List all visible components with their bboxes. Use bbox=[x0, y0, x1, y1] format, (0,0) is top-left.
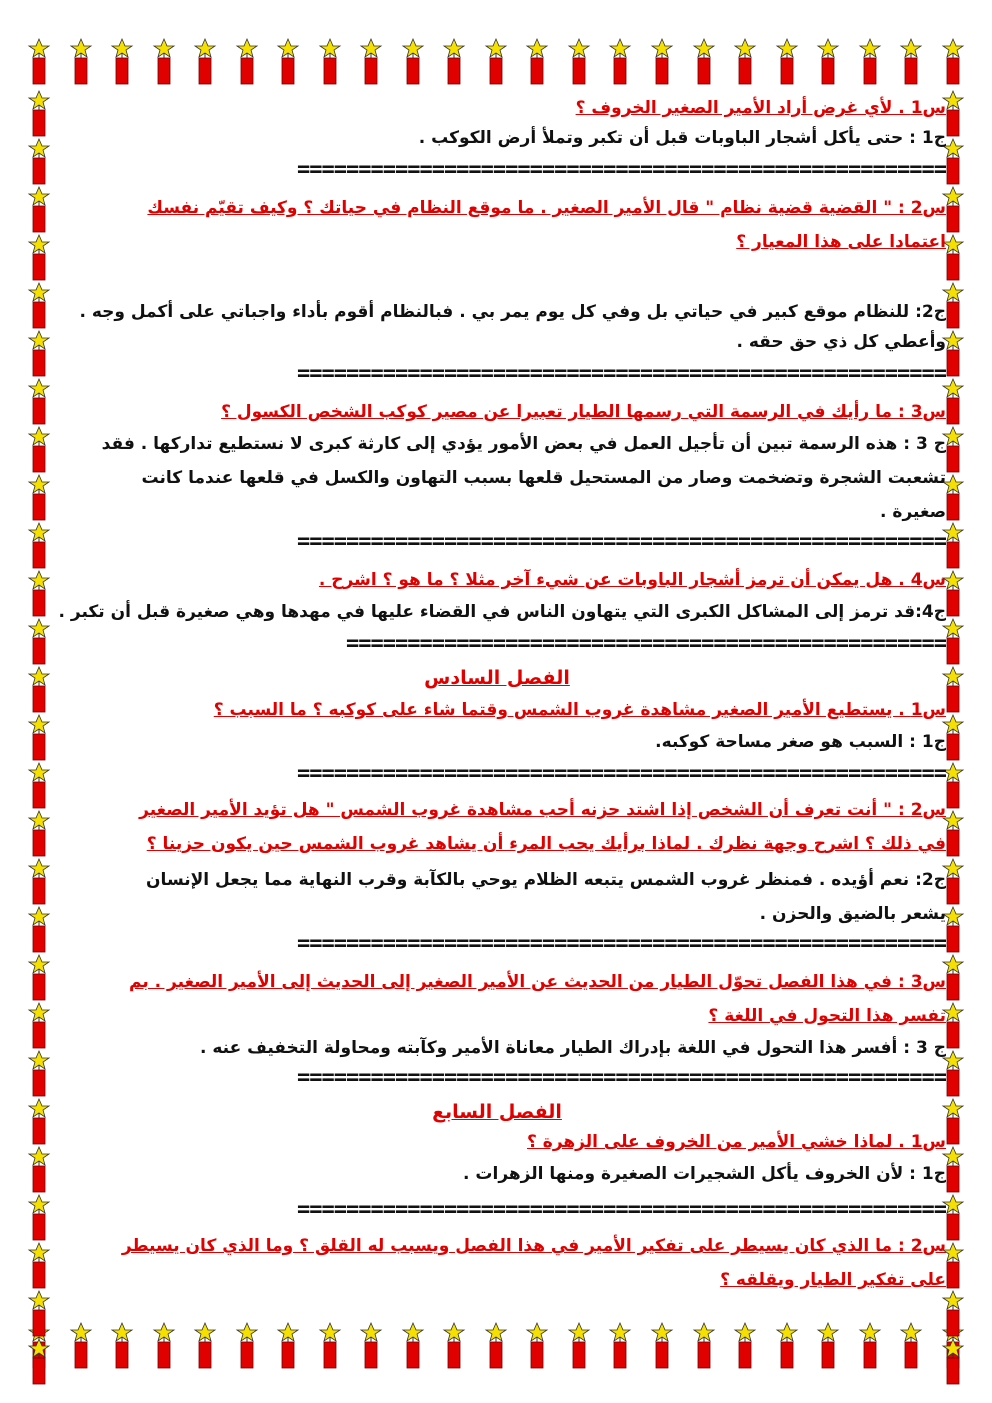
candle-star-icon bbox=[689, 38, 719, 86]
candle-star-icon bbox=[315, 38, 345, 86]
candle-star-icon bbox=[439, 38, 469, 86]
candle-star-icon bbox=[273, 38, 303, 86]
answer-line: ج1 : السبب هو صغر مساحة كوكبه. bbox=[655, 732, 946, 752]
candle-star-icon bbox=[813, 38, 843, 86]
candle-star-icon bbox=[938, 38, 968, 86]
candle-star-icon bbox=[730, 38, 760, 86]
candle-star-icon bbox=[24, 1338, 54, 1386]
answer-line: ج2: للنظام موقع كبير في حياتي بل وفي كل يوم يمر بي . فبالنظام أقوم بأداء واجباتي على أكمل وجه . bbox=[79, 302, 946, 322]
candle-star-icon bbox=[772, 1322, 802, 1370]
candle-star-icon bbox=[356, 1322, 386, 1370]
separator-line: ===================================================== bbox=[297, 1198, 946, 1222]
candle-star-icon bbox=[107, 38, 137, 86]
question-line: اعتمادا على هذا المعيار ؟ bbox=[736, 232, 946, 252]
border-top bbox=[24, 38, 968, 88]
answer-line: ج4:قد ترمز إلى المشاكل الكبرى التي يتهاون الناس في القضاء عليها في مهدها وهي صغيرة قبل أن تكبر . bbox=[58, 602, 946, 622]
candle-star-icon bbox=[730, 1322, 760, 1370]
candle-star-icon bbox=[66, 38, 96, 86]
separator-line: ===================================================== bbox=[297, 762, 946, 786]
candle-star-icon bbox=[938, 1338, 968, 1386]
candle-star-icon bbox=[481, 38, 511, 86]
answer-line: ج 3 : أفسر هذا التحول في اللغة بإدراك الطيار معاناة الأمير وكآبته ومحاولة التخفيف عنه . bbox=[199, 1038, 946, 1058]
candle-star-icon bbox=[24, 38, 54, 86]
candle-star-icon bbox=[107, 1322, 137, 1370]
candle-star-icon bbox=[855, 38, 885, 86]
candle-star-icon bbox=[772, 38, 802, 86]
candle-star-icon bbox=[232, 38, 262, 86]
candle-star-icon bbox=[813, 1322, 843, 1370]
section-heading: الفصل السادس bbox=[424, 667, 570, 689]
question-line: س1 . لماذا خشي الأمير من الخروف على الزهرة ؟ bbox=[527, 1132, 946, 1152]
candle-star-icon bbox=[356, 38, 386, 86]
answer-line: صغيرة . bbox=[880, 502, 946, 522]
candle-star-icon bbox=[689, 1322, 719, 1370]
separator-line: ===================================================== bbox=[297, 932, 946, 956]
candle-star-icon bbox=[398, 38, 428, 86]
answer-line: تشعبت الشجرة وتضخمت وصار من المستحيل قلعها بسبب التهاون والكسل في قلعها عندما كانت bbox=[141, 468, 946, 488]
candle-star-icon bbox=[190, 1322, 220, 1370]
candle-star-icon bbox=[149, 38, 179, 86]
question-line: س1 . لأي غرض أراد الأمير الصغير الخروف ؟ bbox=[575, 98, 946, 118]
candle-star-icon bbox=[896, 38, 926, 86]
candle-star-icon bbox=[273, 1322, 303, 1370]
candle-star-icon bbox=[232, 1322, 262, 1370]
candle-star-icon bbox=[855, 1322, 885, 1370]
candle-star-icon bbox=[647, 1322, 677, 1370]
candle-star-icon bbox=[896, 1322, 926, 1370]
question-line: س4 . هل يمكن أن ترمز أشجار الباوبات عن شيء آخر مثلا ؟ ما هو ؟ اشرح . bbox=[318, 570, 946, 590]
candle-star-icon bbox=[522, 1322, 552, 1370]
candle-star-icon bbox=[605, 38, 635, 86]
separator-line: ===================================================== bbox=[297, 158, 946, 182]
question-line: س2 : " القضية قضية نظام " قال الأمير الصغير . ما موقع النظام في حياتك ؟ وكيف تقيّم نفسك bbox=[147, 198, 946, 218]
question-line: س2 : ما الذي كان يسيطر على تفكير الأمير في هذا الفصل ويسبب له القلق ؟ وما الذي كان يسيطر bbox=[121, 1236, 946, 1256]
question-line: في ذلك ؟ اشرح وجهة نظرك . لماذا برأيك يحب المرء أن يشاهد غروب الشمس حين يكون حزينا ؟ bbox=[146, 834, 946, 854]
question-line: س2 : " أنت تعرف أن الشخص إذا اشتد حزنه أحب مشاهدة غروب الشمس " هل تؤيد الأمير الصغير bbox=[139, 800, 946, 820]
answer-line: ج1 : حتى يأكل أشجار الباوبات قبل أن تكبر وتملأ أرض الكوكب . bbox=[418, 128, 946, 148]
separator-line: ===================================================== bbox=[297, 530, 946, 554]
candle-star-icon bbox=[647, 38, 677, 86]
question-line: س3 : في هذا الفصل تحوّل الطيار من الحديث عن الأمير الصغير إلى الحديث إلى الأمير الصغير . بم bbox=[129, 972, 946, 992]
question-line: س1 . يستطيع الأمير الصغير مشاهدة غروب الشمس وقتما شاء على كوكبه ؟ ما السبب ؟ bbox=[213, 700, 946, 720]
candle-star-icon bbox=[564, 38, 594, 86]
candle-star-icon bbox=[938, 1290, 968, 1338]
answer-line: ج1 : لأن الخروف يأكل الشجيرات الصغيرة ومنها الزهرات . bbox=[463, 1164, 946, 1184]
candle-star-icon bbox=[564, 1322, 594, 1370]
question-line: س3 : ما رأيك في الرسمة التي رسمها الطيار تعبيرا عن مصير كوكب الشخص الكسول ؟ bbox=[221, 402, 946, 422]
answer-line: ج 3 : هذه الرسمة تبين أن تأجيل العمل في بعض الأمور يؤدي إلى كارثة كبرى لا نستطيع تداركها . فقد bbox=[101, 434, 946, 454]
candle-star-icon bbox=[605, 1322, 635, 1370]
answer-line: يشعر بالضيق والحزن . bbox=[759, 904, 946, 924]
candle-star-icon bbox=[398, 1322, 428, 1370]
candle-star-icon bbox=[190, 38, 220, 86]
border-bottom bbox=[24, 1322, 968, 1372]
separator-line: ===================================================== bbox=[297, 362, 946, 386]
section-heading: الفصل السابع bbox=[432, 1101, 562, 1123]
candle-star-icon bbox=[315, 1322, 345, 1370]
candle-star-icon bbox=[522, 38, 552, 86]
question-line: على تفكير الطيار ويقلقه ؟ bbox=[720, 1270, 946, 1290]
separator-line: ===================================================== bbox=[297, 1066, 946, 1090]
question-line: تفسر هذا التحول في اللغة ؟ bbox=[708, 1006, 946, 1026]
candle-star-icon bbox=[149, 1322, 179, 1370]
answer-line: وأعطي كل ذي حق حقه . bbox=[736, 332, 946, 352]
separator-line: ================================================= bbox=[345, 632, 946, 656]
candle-star-icon bbox=[24, 1290, 54, 1338]
answer-line: ج2: نعم أؤيده . فمنظر غروب الشمس يتبعه الظلام يوحي بالكآبة وقرب النهاية مما يجعل الإنسان bbox=[146, 870, 946, 890]
candle-star-icon bbox=[66, 1322, 96, 1370]
candle-star-icon bbox=[439, 1322, 469, 1370]
candle-star-icon bbox=[481, 1322, 511, 1370]
